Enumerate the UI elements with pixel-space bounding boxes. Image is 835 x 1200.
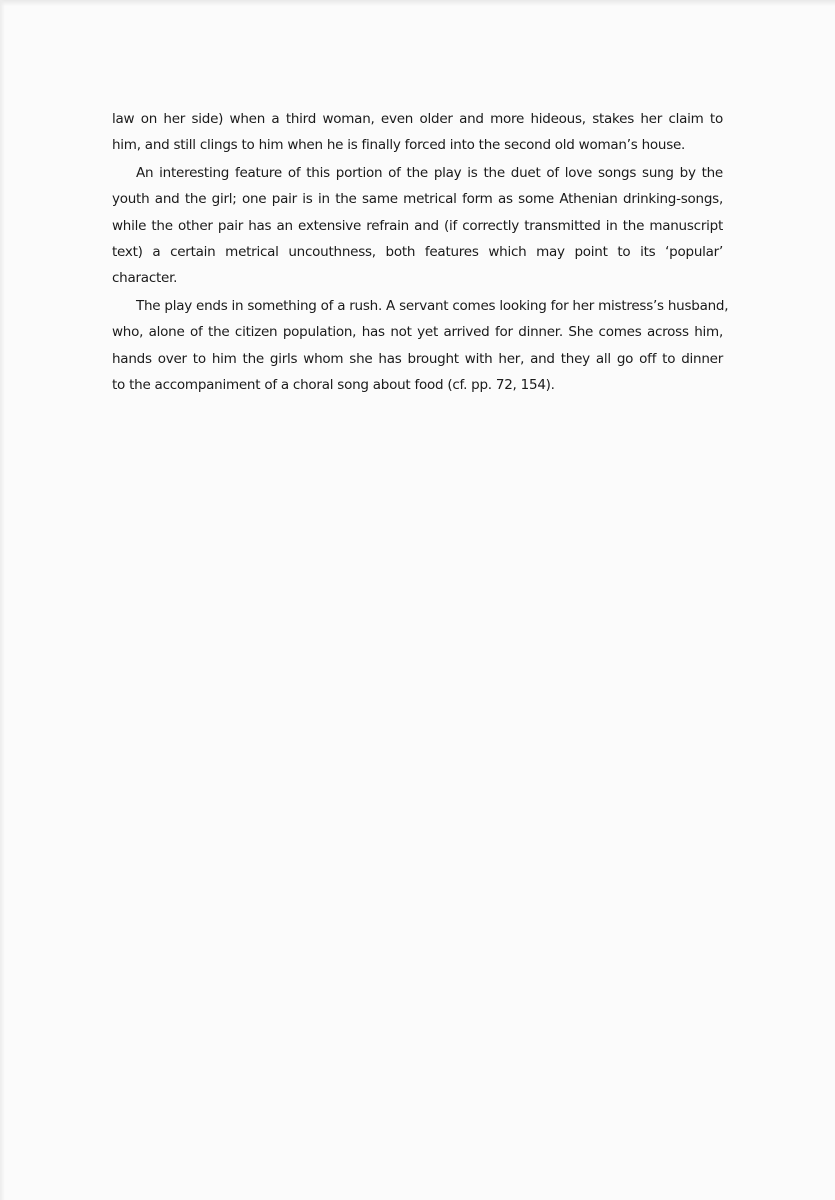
page-shadow-top	[0, 0, 835, 6]
text-line: An interesting feature of this portion of the play is the duet of love songs sung by the	[136, 164, 723, 181]
text-line: youth and the girl; one pair is in the same metrical form as some Athenian drinking-songs,	[112, 191, 723, 208]
text-line: hands over to him the girls whom she has brought with her, and they all go off to dinner	[112, 350, 723, 367]
text-line: text) a certain metrical uncouthness, both features which may point to its ‘popular’	[112, 244, 723, 261]
text-line: who, alone of the citizen population, has not yet arrived for dinner. She comes across him,	[112, 324, 723, 341]
body-text	[112, 106, 729, 399]
paragraph-2	[112, 160, 723, 292]
paragraph-3	[112, 293, 729, 399]
page-shadow-left	[0, 0, 5, 1200]
text-line: him, and still clings to him when he is finally forced into the second old woman’s house.	[112, 137, 686, 154]
text-line: to the accompaniment of a choral song about food (cf. pp. 72, 154).	[112, 377, 555, 394]
text-line: law on her side) when a third woman, even older and more hideous, stakes her claim to	[112, 111, 723, 127]
text-line: The play ends in something of a rush. A servant comes looking for her mistress’s husband,	[136, 297, 729, 314]
paragraph-1	[112, 106, 723, 159]
text-line: character.	[112, 270, 178, 287]
text-line: while the other pair has an extensive refrain and (if correctly transmitted in the manuscript	[112, 217, 723, 234]
